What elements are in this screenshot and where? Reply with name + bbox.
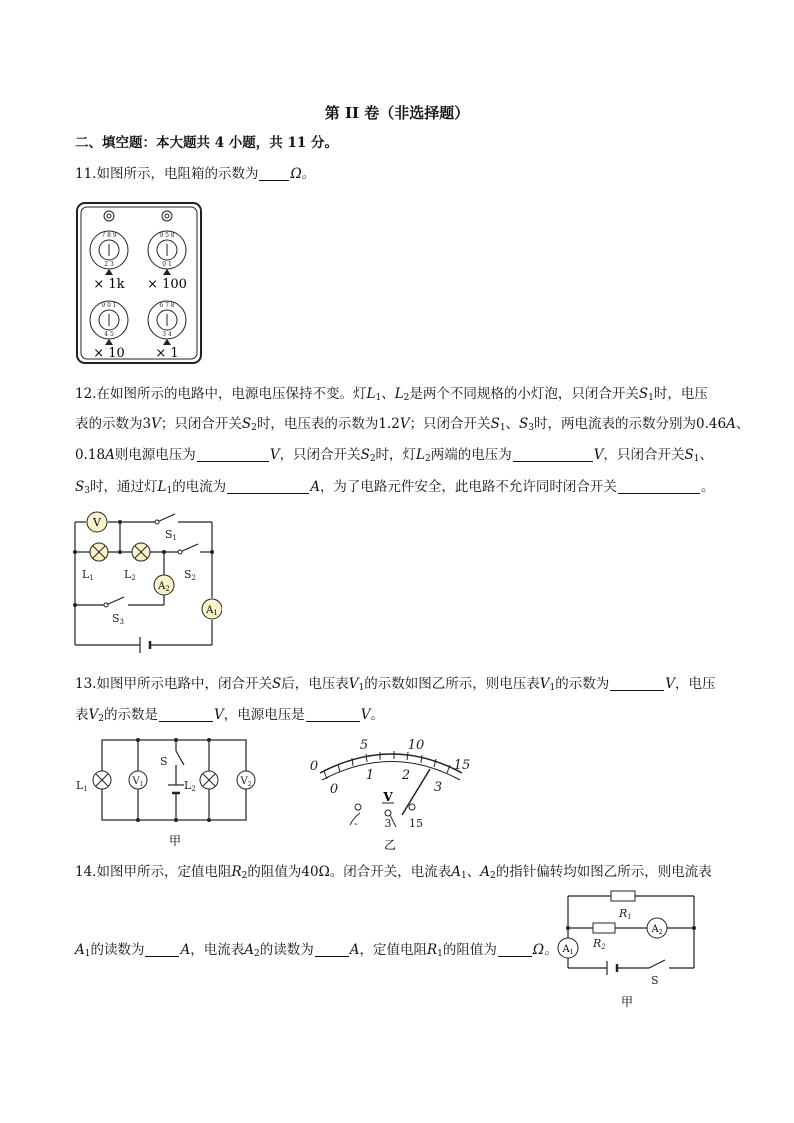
- fig-caption: 乙: [383, 838, 397, 852]
- page-title: 第 II 卷（非选择题）: [324, 104, 470, 122]
- dial-label: × 1k: [93, 277, 125, 292]
- svg-text:A1: $A_1$: [206, 605, 218, 617]
- q13-line-1: 13.如图甲所示电路中，闭合开关S后，电压表$V_1$的示数如图乙所示，则电压表$V_1$的示数为 V，电压: [75, 676, 716, 693]
- q12-line-2: 表的示数为3V；只闭合开关$S_2$时，电压表的示数为1.2V；只闭合开关$S_1$、$S_3$时，两电流表的示数分别为0.46A、: [75, 416, 750, 433]
- dial-label: × 1: [155, 346, 179, 361]
- svg-text:10: 10: [407, 738, 425, 753]
- svg-text:V: V: [93, 516, 101, 529]
- answer-blank[interactable]: [159, 707, 213, 722]
- svg-text:0: 0: [309, 759, 319, 774]
- svg-text:R2: R2: [593, 937, 606, 951]
- answer-blank[interactable]: [259, 166, 289, 181]
- svg-text:2 3: 2 3: [104, 261, 114, 268]
- q12-line-1: 12.在如图所示的电路中，电源电压保持不变。灯$L_1$、$L_2$是两个不同规格的小灯泡，只闭合开关$S_1$时，电压: [75, 386, 708, 403]
- q12-circuit-figure: [72, 510, 222, 655]
- q13-line-2: 表$V_2$的示数是 V，电源电压是 V。: [75, 707, 384, 724]
- svg-text:9 5 8: 9 5 8: [159, 232, 175, 239]
- q14-line-1: 14.如图甲所示，定值电阻$R_2$的阻值为40Ω。闭合开关，电流表$A_1$、$A_2$的指针偏转均如图乙所示，则电流表: [75, 864, 712, 881]
- q11-text: 11.如图所示，电阻箱的示数为 Ω。: [75, 166, 316, 182]
- svg-text:0 1: 0 1: [162, 261, 172, 268]
- answer-blank[interactable]: [306, 707, 360, 722]
- svg-text:A1: $A_1$: [562, 944, 574, 956]
- svg-text:15: 15: [453, 758, 471, 773]
- q13-circuit-figure-a: [72, 735, 272, 850]
- answer-blank[interactable]: [498, 942, 532, 957]
- answer-blank[interactable]: [618, 479, 700, 494]
- dial-label: × 10: [93, 346, 125, 361]
- answer-blank[interactable]: [145, 942, 179, 957]
- svg-text:A2: $A_2$: [158, 581, 170, 593]
- q14-line-2: $A_1$的读数为 A，电流表$A_2$的读数为 A，定值电阻$R_1$的阻值为 Ω。: [75, 942, 558, 959]
- svg-text:7 8 9: 7 8 9: [101, 232, 117, 239]
- svg-text:15: 15: [409, 817, 423, 830]
- svg-text:4 5: 4 5: [104, 331, 114, 338]
- svg-text:2: 2: [401, 768, 411, 783]
- svg-text:S2: S2: [184, 568, 197, 582]
- svg-text:S: S: [651, 974, 659, 987]
- dial-label: × 100: [147, 277, 187, 292]
- svg-text:R1: R1: [619, 907, 632, 921]
- svg-text:L2: L2: [184, 779, 196, 793]
- svg-text:L1: L1: [82, 568, 94, 582]
- answer-blank[interactable]: [513, 447, 593, 462]
- answer-blank[interactable]: [197, 447, 269, 462]
- resistance-box-figure: [76, 202, 202, 364]
- svg-text:3 4: 3 4: [162, 331, 172, 338]
- svg-text:S: S: [160, 755, 168, 768]
- svg-text:A2: $A_2$: [651, 924, 663, 936]
- svg-text:3: 3: [384, 817, 392, 830]
- svg-text:3: 3: [433, 780, 443, 795]
- q12-line-3: 0.18A则电源电压为 V，只闭合开关$S_2$时，灯$L_2$两端的电压为 V，只闭合开关$S_1$、: [75, 447, 713, 464]
- answer-blank[interactable]: [315, 942, 349, 957]
- svg-text:6 7 8: 6 7 8: [159, 302, 175, 309]
- svg-text:1: 1: [365, 768, 375, 783]
- svg-text:S1: S1: [165, 528, 178, 542]
- svg-text:0: 0: [329, 782, 339, 797]
- svg-text:L2: L2: [124, 568, 136, 582]
- fig-caption: 甲: [168, 834, 182, 848]
- svg-text:9 0 1: 9 0 1: [101, 302, 117, 309]
- svg-text:5: 5: [359, 738, 369, 753]
- q12-line-4: $S_3$时，通过灯$L_1$的电流为 A，为了电路元件安全，此电路不允许同时闭合开关 。: [75, 479, 715, 496]
- section-heading: 二、填空题：本大题共 4 小题，共 11 分。: [75, 135, 338, 151]
- svg-text:S3: S3: [112, 612, 125, 626]
- svg-text:V: V: [383, 790, 393, 804]
- answer-blank[interactable]: [610, 676, 664, 691]
- q14-circuit-figure: [555, 888, 700, 1013]
- svg-text:V1: $V_1$: [132, 776, 144, 788]
- svg-text:L1: L1: [76, 779, 88, 793]
- svg-text:-: -: [354, 817, 358, 830]
- answer-blank[interactable]: [227, 479, 309, 494]
- q13-voltmeter-dial-figure: [300, 735, 485, 855]
- svg-text:V2: $V_2$: [240, 776, 252, 788]
- fig-caption: 甲: [620, 995, 634, 1009]
